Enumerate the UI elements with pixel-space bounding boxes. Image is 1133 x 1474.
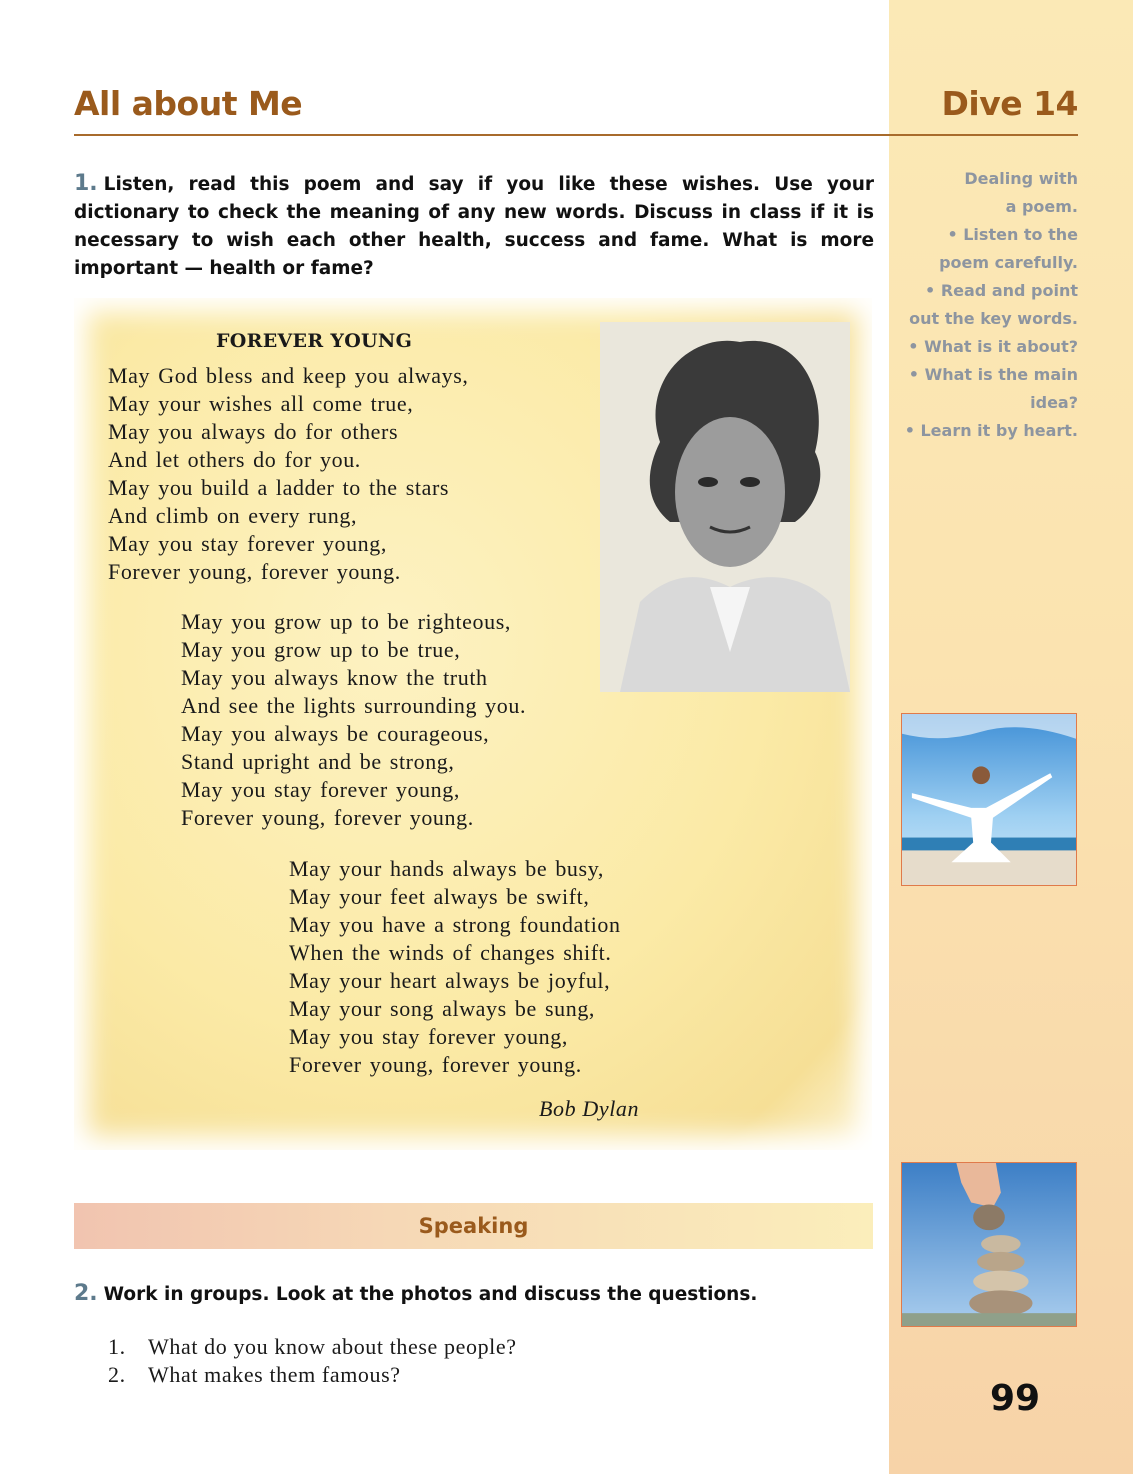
question-text: What do you know about these people?	[148, 1334, 517, 1359]
poem-line: May you always know the truth	[181, 665, 488, 690]
poem-stanza-2	[181, 608, 526, 832]
unit-title: Dive 14	[941, 84, 1078, 123]
author-photo	[600, 322, 850, 692]
task-2-text: Work in groups. Look at the photos and discuss the questions.	[103, 1284, 758, 1305]
poem-line: May you grow up to be righteous,	[181, 609, 511, 634]
poem-stanza-3	[289, 855, 621, 1079]
poem-line: May you have a strong foundation	[289, 912, 621, 937]
task-2	[74, 1280, 874, 1309]
sidebar-line: a poem.	[1005, 197, 1078, 216]
poem-title: FOREVER YOUNG	[216, 330, 413, 352]
poem-line: Forever young, forever young.	[289, 1052, 582, 1077]
poem-line: May your song always be sung,	[289, 996, 596, 1021]
poem-line: May you grow up to be true,	[181, 637, 461, 662]
poem-line: Forever young, forever young.	[108, 559, 401, 584]
poem-line: May your wishes all come true,	[108, 391, 414, 416]
section-heading: Speaking	[418, 1214, 529, 1238]
sidebar-line: Dealing with	[964, 169, 1078, 188]
stones-photo	[901, 1162, 1077, 1327]
poem-line: Forever young, forever young.	[181, 805, 474, 830]
poem-line: May your heart always be joyful,	[289, 968, 611, 993]
list-item	[108, 1333, 517, 1361]
chapter-title: All about Me	[74, 84, 303, 123]
task-2-number: 2.	[74, 1281, 98, 1306]
sidebar-notes	[900, 165, 1078, 445]
poem-line: May you stay forever young,	[181, 777, 460, 802]
poem-line: May your feet always be swift,	[289, 884, 590, 909]
sidebar-line: • What is it about?	[908, 337, 1078, 356]
sidebar-line: • Read and point	[925, 281, 1078, 300]
task-1-number: 1.	[74, 171, 98, 196]
question-number: 2.	[108, 1362, 126, 1387]
speaking-section-bar	[74, 1203, 873, 1249]
sidebar-line: • Learn it by heart.	[904, 421, 1078, 440]
question-list	[108, 1333, 517, 1389]
sidebar-line: • Listen to the	[947, 225, 1078, 244]
poem-stanza-1	[108, 362, 469, 586]
poem-line: And climb on every rung,	[108, 503, 358, 528]
poem-line: May you always do for others	[108, 419, 399, 444]
poem-line: May you stay forever young,	[289, 1024, 568, 1049]
page-number: 99	[990, 1378, 1041, 1419]
poem-line: May you always be courageous,	[181, 721, 490, 746]
question-text: What makes them famous?	[148, 1362, 401, 1387]
poem-line: May your hands always be busy,	[289, 856, 604, 881]
poem-line: Stand upright and be strong,	[181, 749, 455, 774]
poem-line: And see the lights surrounding you.	[181, 693, 527, 718]
task-1	[74, 170, 874, 283]
poem-author: Bob Dylan	[539, 1096, 640, 1121]
sidebar-line: out the key words.	[909, 309, 1078, 328]
beach-photo	[901, 713, 1077, 886]
poem-line: May you stay forever young,	[108, 531, 387, 556]
page-header	[74, 84, 1078, 136]
question-number: 1.	[108, 1334, 126, 1359]
task-1-text: Listen, read this poem and say if you like these wishes. Use your dictionary to check the meaning of any new words. Discuss in class if it is necessary to wish each other health, success and fame. What is more important — health or fame?	[74, 174, 874, 279]
poem-line: May you build a ladder to the stars	[108, 475, 450, 500]
list-item	[108, 1361, 517, 1389]
poem-line: May God bless and keep you always,	[108, 363, 469, 388]
sidebar-line: • What is the main	[908, 365, 1078, 384]
poem-line: When the winds of changes shift.	[289, 940, 612, 965]
sidebar-line: poem carefully.	[939, 253, 1078, 272]
poem-line: And let others do for you.	[108, 447, 361, 472]
sidebar-line: idea?	[1030, 393, 1078, 412]
